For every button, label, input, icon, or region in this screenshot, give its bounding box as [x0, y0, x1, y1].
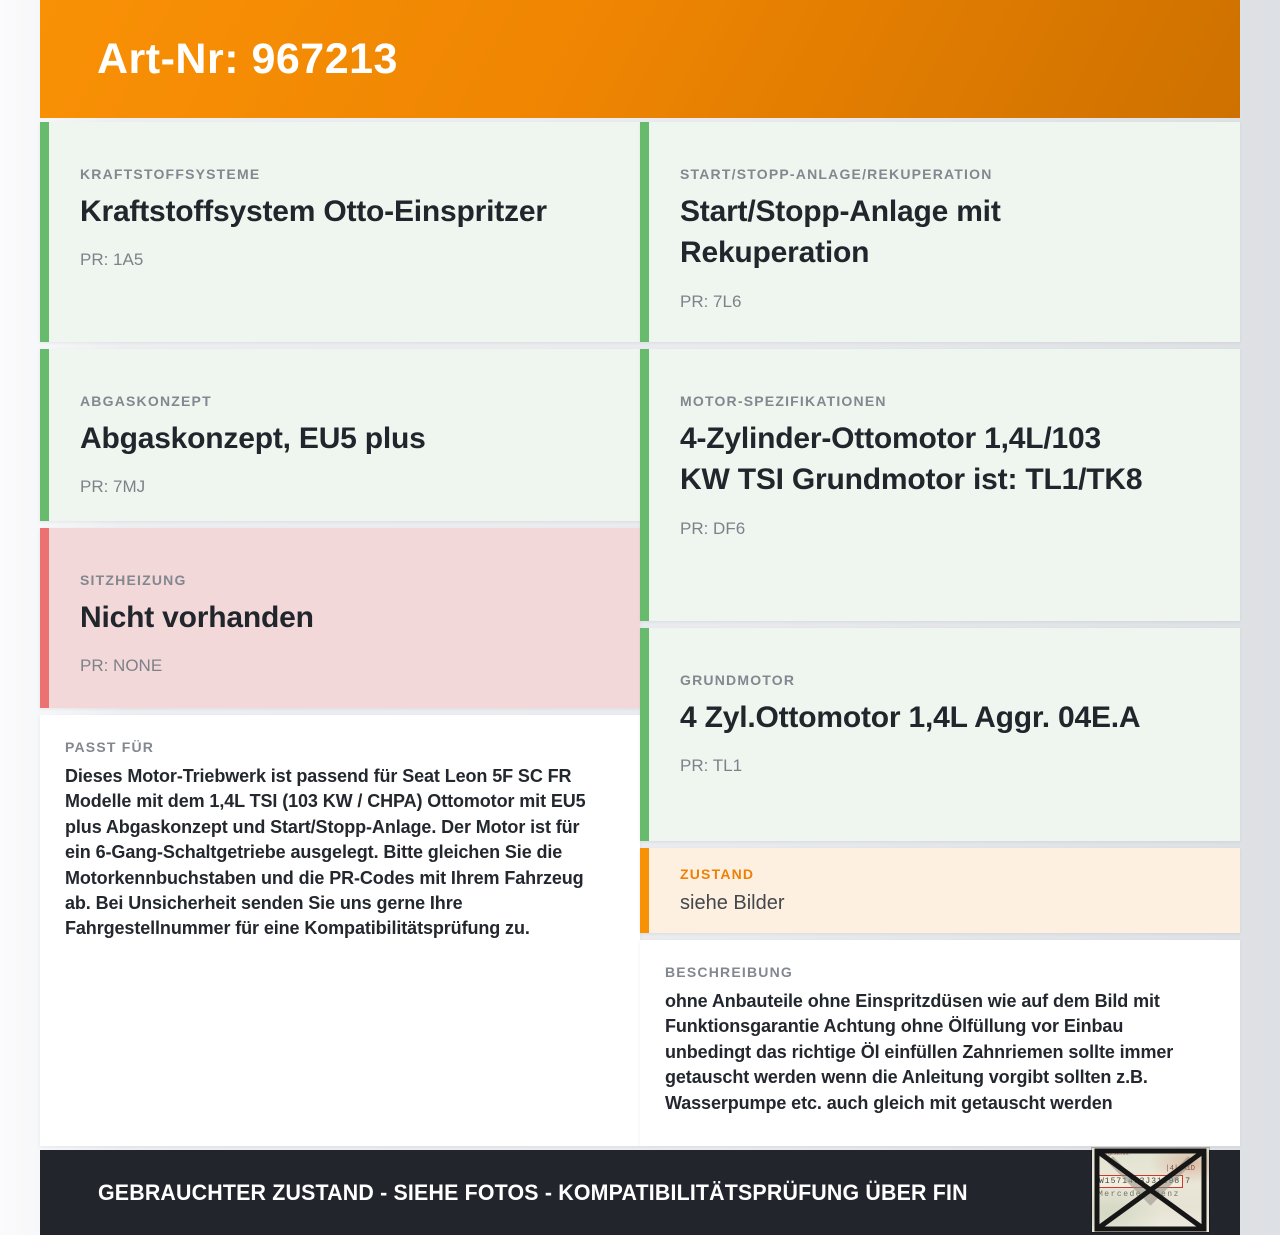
pr-code: PR: 7MJ: [80, 477, 146, 497]
fin-doc-line: |4| AiD: [1165, 1165, 1195, 1173]
card-label: BESCHREIBUNG: [665, 964, 793, 980]
footer-notice: GEBRAUCHTER ZUSTAND - SIEHE FOTOS - KOMPATIBILITÄTSPRÜFUNG ÜBER FIN: [98, 1179, 968, 1205]
spec-card-sitzheizung: [40, 528, 640, 708]
pr-code: PR: TL1: [680, 756, 743, 776]
fin-caption: Fahrgestellnr.: [1097, 1151, 1131, 1157]
condition-card-zustand: [640, 848, 1240, 933]
envelope-icon: [1092, 1148, 1209, 1232]
vin-highlight-box: W1571463J31298: [1096, 1175, 1183, 1188]
card-label: KRAFTSTOFFSYSTEME: [80, 166, 261, 182]
footer-banner: [40, 1150, 1240, 1235]
spec-columns: [40, 122, 1240, 1146]
card-title: 4-Zylinder-Ottomotor 1,4L/103 KW TSI Grundmotor ist: TL1/TK8: [680, 422, 1143, 497]
text-card-passt-fuer: [40, 715, 640, 1146]
item-description: ohne Anbauteile ohne Einspritzdüsen wie auf dem Bild mit Funktionsgarantie Achtung ohne Ölfüllung vor Einbau unbedingt das richtige Öl einfüllen Zahnriemen sollte immer getauscht werden wenn die Anleitung vorgibt sollten z.B. Wasserpumpe etc. auch gleich mit getauscht werden: [665, 991, 1174, 1113]
vin-suffix: 7: [1185, 1177, 1191, 1186]
card-label: PASST FÜR: [65, 739, 155, 755]
pr-code: PR: DF6: [680, 518, 746, 538]
spec-card-abgaskonzept: [40, 349, 640, 521]
fitment-description: Dieses Motor-Triebwerk ist passend für Seat Leon 5F SC FR Modelle mit dem 1,4L TSI (103 KW / CHPA) Ottomotor mit EU5 plus Abgaskonzept und Start/Stopp-Anlage. Der Motor ist für ein 6-Gang-Schaltgetriebe ausgelegt. Bitte gleichen Sie die Motorkennbuchstaben und die PR-Codes mit Ihrem Fahrzeug ab. Bei Unsicherheit senden Sie uns gerne Ihre Fahrgestellnummer für eine Kompatibilitätsprüfung zu.: [65, 766, 586, 939]
card-title: Kraftstoffsystem Otto-Einspritzer: [80, 195, 547, 228]
pr-code: PR: 7L6: [680, 291, 742, 311]
card-label: ABGASKONZEPT: [80, 393, 212, 409]
spec-card-kraftstoffsysteme: [40, 122, 640, 342]
card-label: ZUSTAND: [680, 866, 755, 882]
spec-card-grundmotor: [640, 628, 1240, 841]
pr-code: PR: NONE: [80, 656, 163, 676]
left-column: [40, 122, 640, 1146]
card-title: Nicht vorhanden: [80, 601, 314, 634]
pr-code: PR: 1A5: [80, 250, 144, 270]
card-label: MOTOR-SPEZIFIKATIONEN: [680, 393, 887, 409]
card-title: 4 Zyl.Ottomotor 1,4L Aggr. 04E.A: [680, 701, 1141, 734]
card-title: Abgaskonzept, EU5 plus: [80, 422, 426, 455]
text-card-beschreibung: [640, 940, 1240, 1146]
vehicle-brand-text: Mercedes-Benz: [1098, 1190, 1180, 1199]
spec-card-start-stopp: [640, 122, 1240, 342]
card-label: SITZHEIZUNG: [80, 572, 187, 588]
card-label: START/STOPP-ANLAGE/REKUPERATION: [680, 166, 993, 182]
card-title: Start/Stopp-Anlage mit Rekuperation: [680, 195, 1001, 270]
article-number-title: Art-Nr: 967213: [97, 34, 398, 83]
fin-document-photo: [1092, 1148, 1209, 1232]
right-column: [640, 122, 1240, 1146]
header-banner: [40, 0, 1240, 118]
condition-value: siehe Bilder: [680, 892, 785, 914]
spec-card-motor-spezifikationen: [640, 349, 1240, 621]
card-label: GRUNDMOTOR: [680, 672, 796, 688]
listing-page: [40, 0, 1240, 1235]
